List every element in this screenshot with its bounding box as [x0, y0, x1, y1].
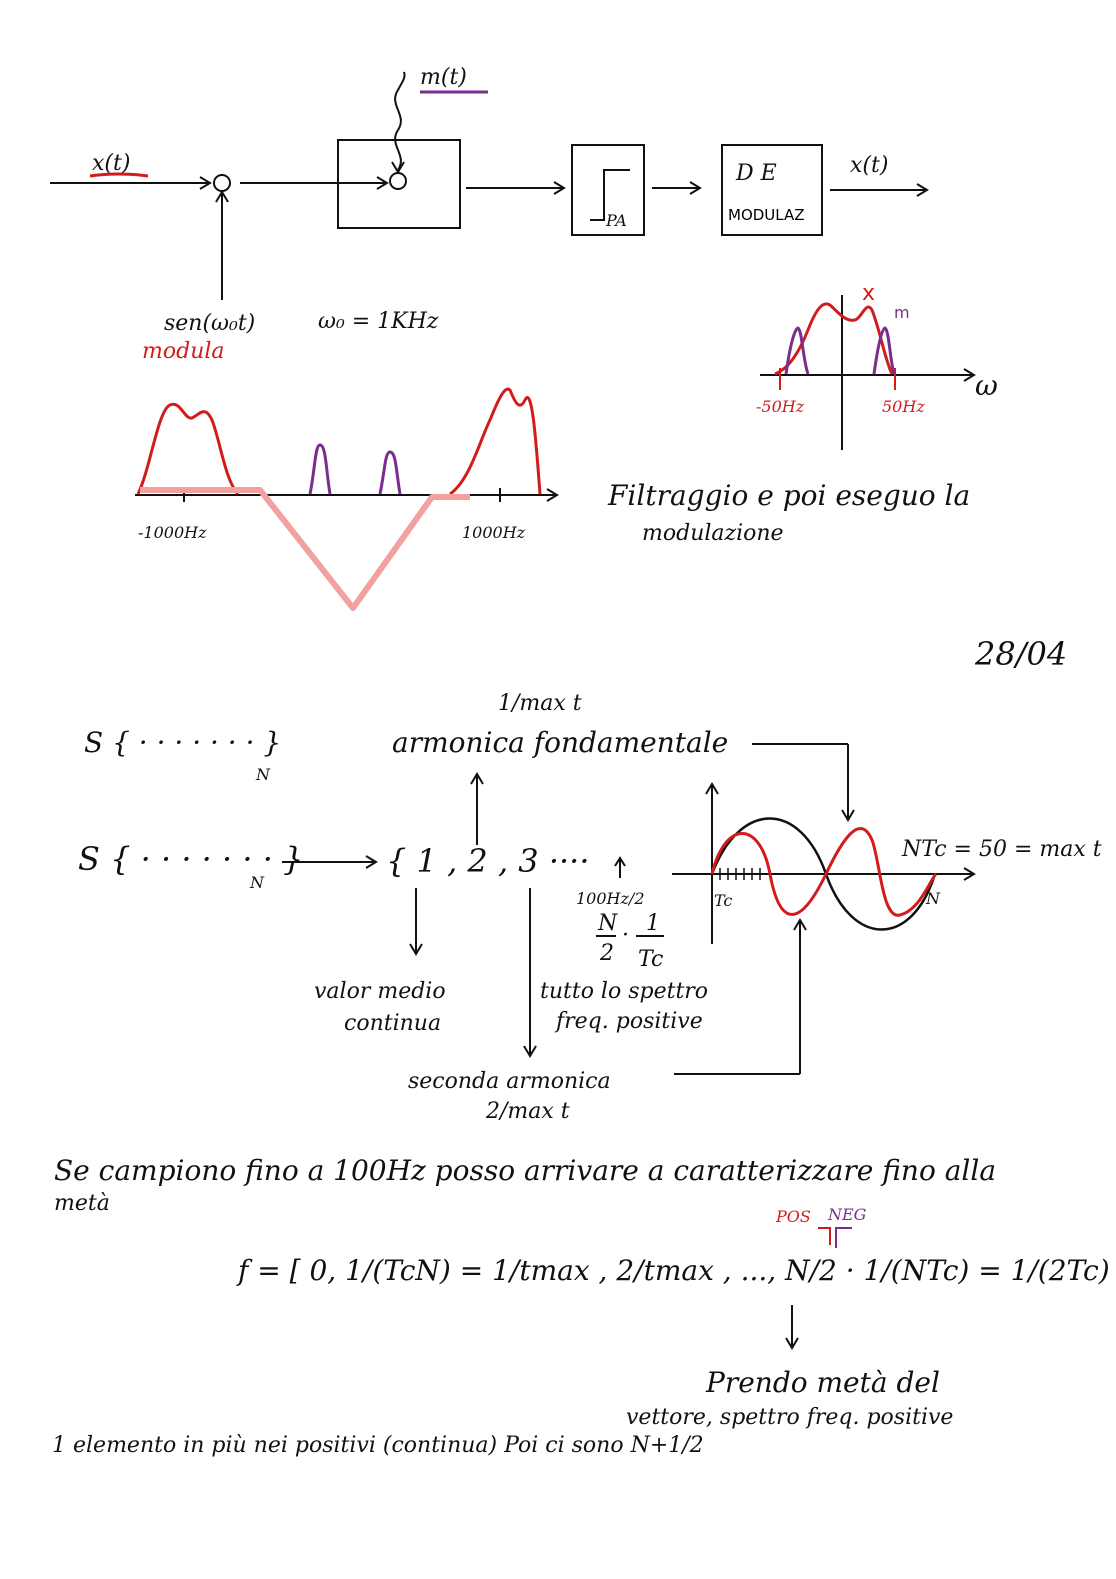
carrier-note: modula: [142, 339, 225, 364]
mean-line1: valor medio: [314, 979, 446, 1004]
half-line1: Prendo metà del: [706, 1366, 940, 1399]
spectrum-1: [135, 389, 557, 608]
filter-label: PA: [606, 211, 627, 230]
block-diagram: [50, 65, 927, 364]
n-label: N: [926, 889, 940, 908]
spectrum2-x-marker: x: [862, 281, 876, 306]
filter-note-line1: Filtraggio e poi eseguo la: [608, 479, 971, 512]
carrier-label: sen(ω₀t): [164, 311, 256, 336]
s-top-sub: N: [256, 765, 270, 784]
mixer-node: [390, 173, 406, 189]
demod-line1: D E: [736, 161, 777, 186]
nyq-frac-den: 2: [600, 941, 614, 966]
spectrum2-axis-label: ω: [975, 369, 998, 402]
spectrum1-left-hump: [138, 404, 238, 494]
half-line2: vettore, spettro freq. positive: [626, 1405, 954, 1430]
second-line2: 2/max t: [486, 1099, 570, 1124]
s-main-sub: N: [250, 873, 264, 892]
spectrum-line1: tutto lo spettro: [540, 979, 709, 1004]
modulating-label: m(t): [420, 65, 467, 90]
demod-line2: MODULAZ: [728, 206, 805, 224]
pos-label: POS: [776, 1207, 811, 1226]
nyq-line1: 100Hz/2: [576, 889, 645, 908]
last-line: 1 elemento in più nei positivi (continua) Poi ci sono N+1/2: [52, 1433, 704, 1458]
dft-diagram: [78, 691, 1102, 1124]
svg-text:·: ·: [622, 923, 629, 948]
spectrum2-neg-label: -50Hz: [756, 397, 805, 416]
input-label: x(t): [92, 151, 131, 176]
neg-label: NEG: [828, 1205, 867, 1224]
summing-node: [214, 175, 230, 191]
spectrum2-m-marker: m: [894, 303, 910, 322]
w0-label: ω₀ = 1KHz: [318, 309, 439, 334]
tc-label: Tc: [714, 891, 733, 910]
s-top: S { · · · · · · · }: [84, 726, 282, 759]
fund-label: armonica fondamentale: [392, 726, 729, 759]
second-line1: seconda armonica: [408, 1069, 611, 1094]
spectrum-line2: freq. positive: [556, 1009, 703, 1034]
ntc-label: NTc = 50 = max t: [902, 837, 1102, 862]
spectrum1-peak-1: [310, 445, 330, 494]
spectrum2-pos-label: 50Hz: [882, 397, 925, 416]
nyq-frac-num: N: [598, 911, 618, 936]
filter-note-line2: modulazione: [642, 521, 784, 546]
sampling-line2: metà: [54, 1191, 110, 1216]
fund-freq: 1/max t: [498, 691, 582, 716]
mean-line2: continua: [344, 1011, 442, 1036]
modulating-arrow: [395, 72, 404, 170]
output-label: x(t): [850, 153, 889, 178]
s-main: S { · · · · · · · }: [78, 840, 304, 878]
spectrum1-right-label: 1000Hz: [462, 523, 526, 542]
spectrum1-filter-shape: [140, 490, 470, 608]
harmonics-list: { 1 , 2 , 3 ····: [386, 842, 590, 880]
frequency-formula: f = [ 0, 1/(TcN) = 1/tmax , 2/tmax , ..., N/2 · 1/(NTc) = 1/(2Tc): [238, 1254, 1110, 1287]
nyq-frac2-num: 1: [646, 911, 660, 936]
spectrum-2: [756, 281, 998, 450]
spectrum1-peak-2: [380, 452, 400, 494]
date-label: 28/04: [975, 635, 1068, 673]
sampling-line1: Se campiono fino a 100Hz posso arrivare a caratterizzare fino alla: [54, 1154, 997, 1187]
spectrum1-right-hump: [450, 389, 540, 494]
nyq-frac2-den: Tc: [638, 947, 664, 972]
spectrum1-left-label: -1000Hz: [138, 523, 207, 542]
